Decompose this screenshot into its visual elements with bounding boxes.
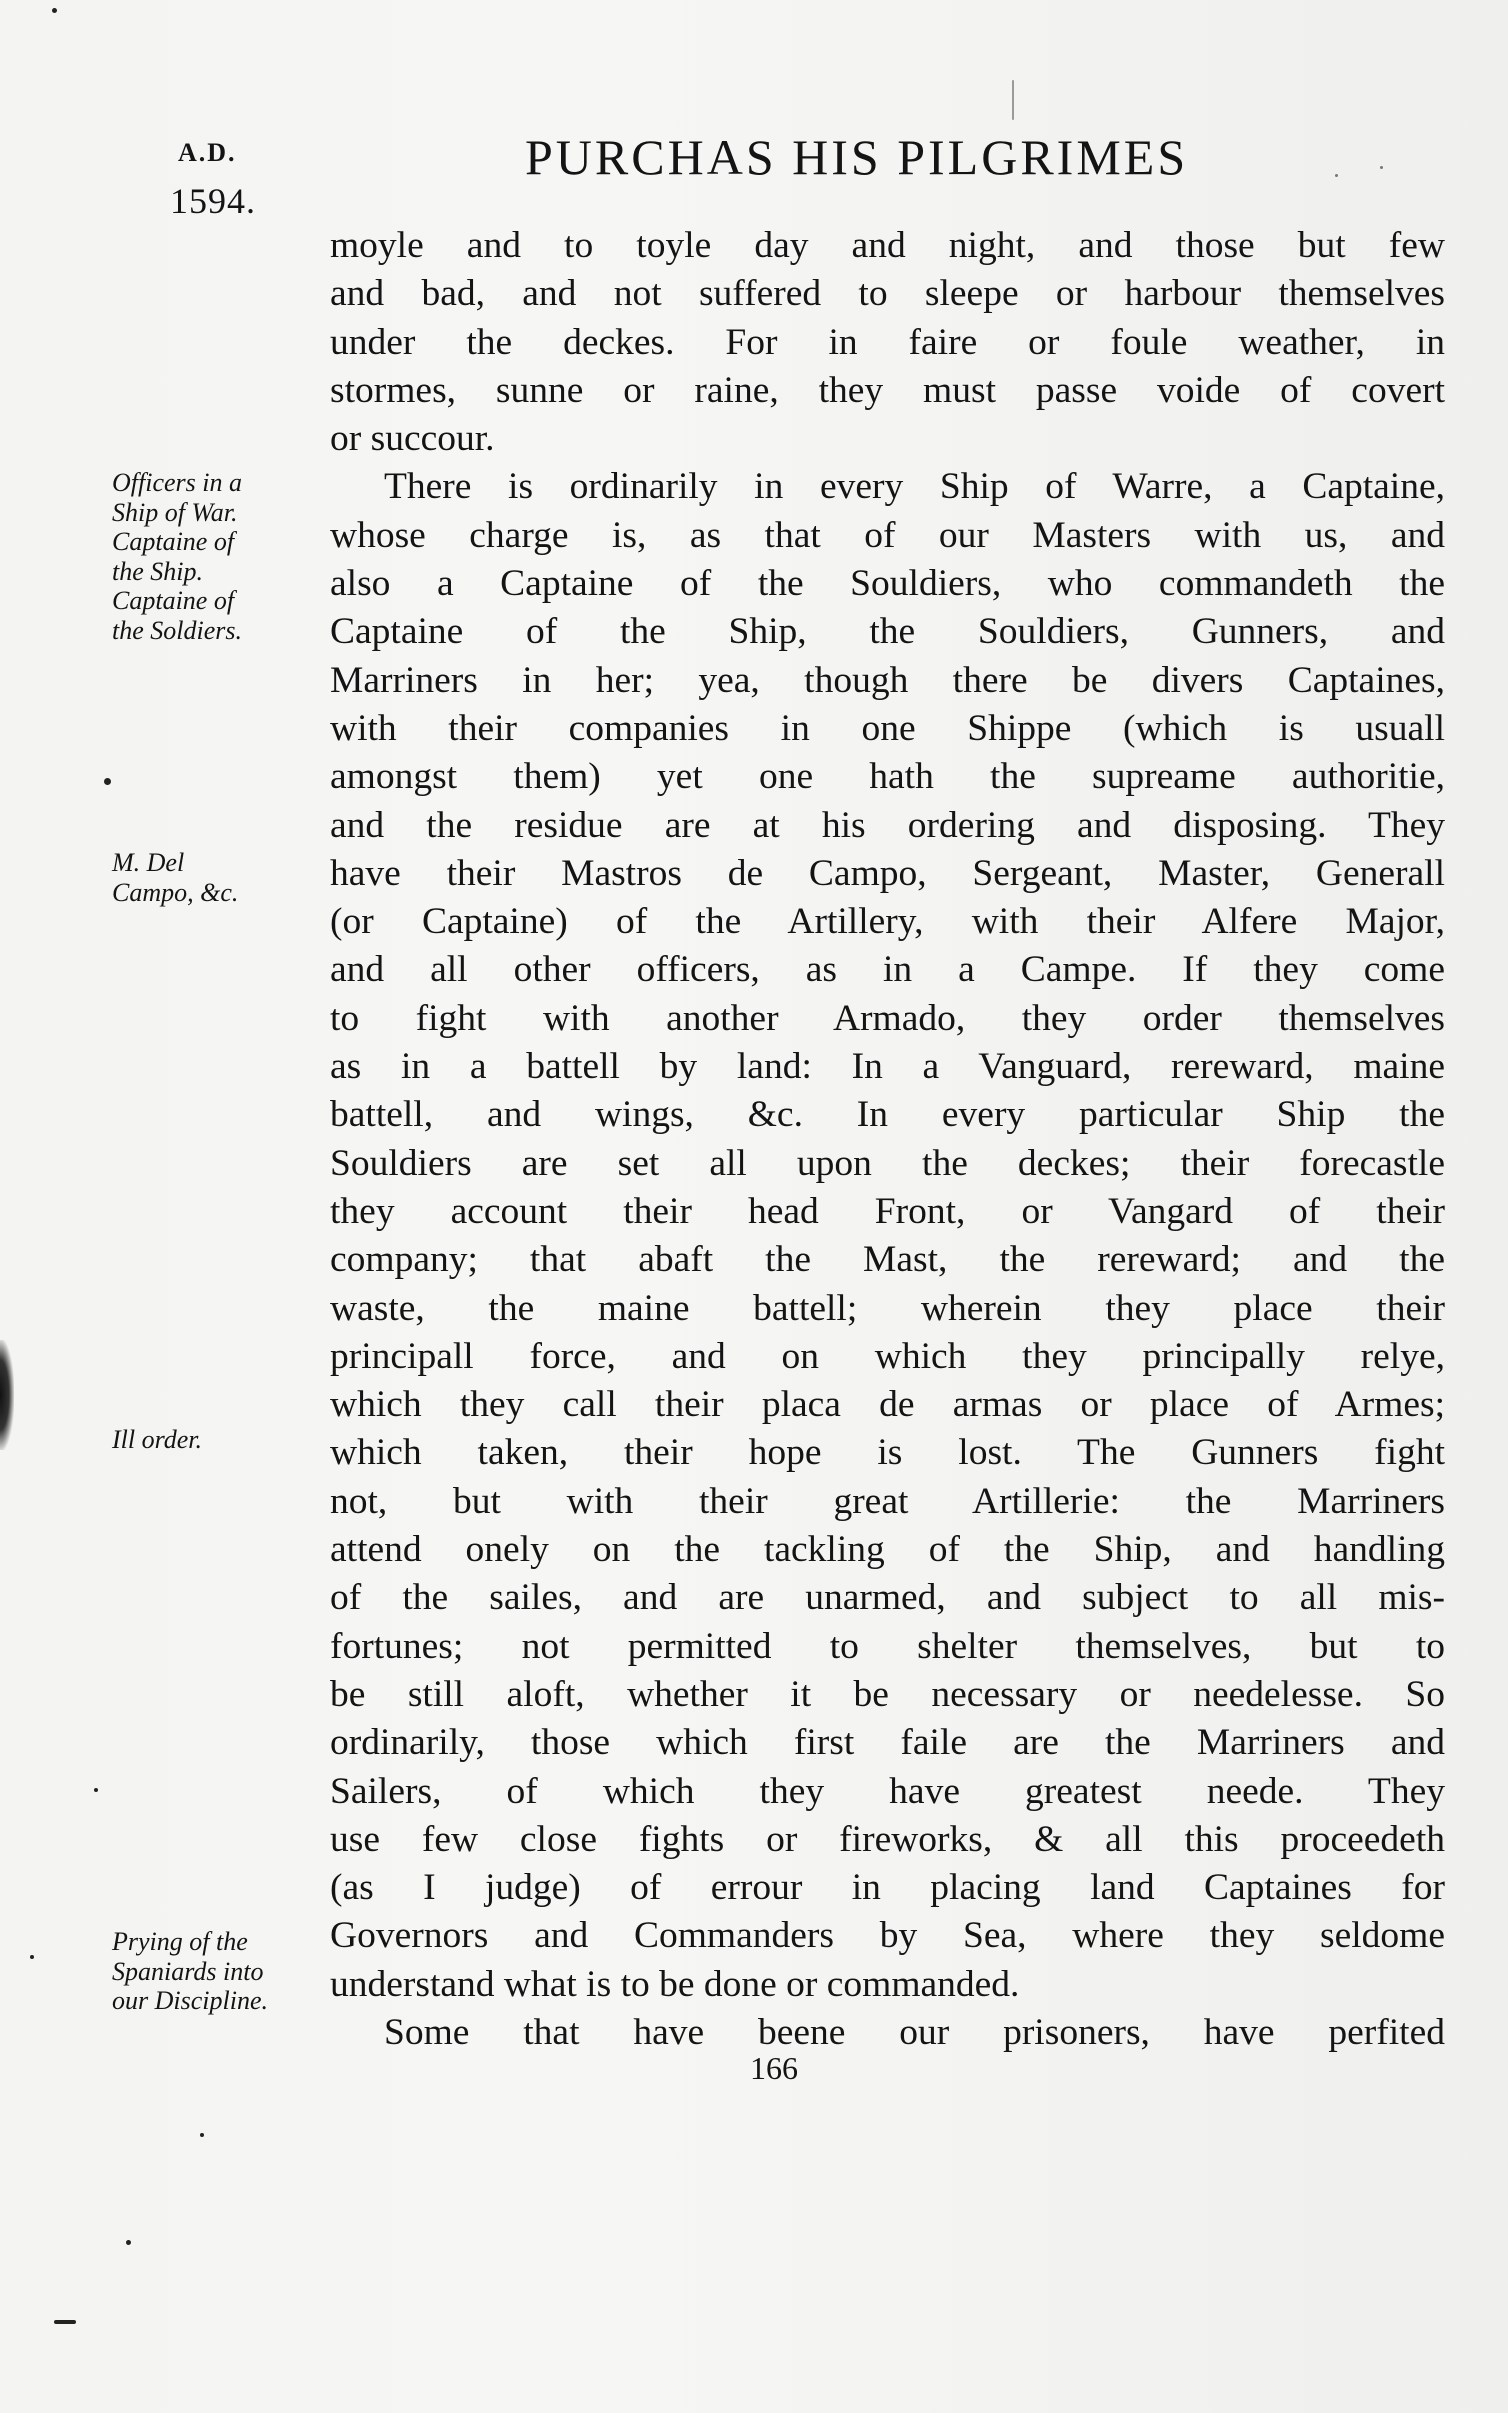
text-line: as in a battell by land: In a Vanguard, rereward, maine [330,1046,1445,1088]
year-label: A.D. [178,138,237,167]
scan-speck [52,8,57,13]
text-line: and all other officers, as in a Campe. If they come [330,949,1445,991]
running-title: PURCHAS HIS PILGRIMES [525,129,1189,185]
scan-speck [126,2240,131,2245]
margin-note-line: Prying of the [112,1927,248,1956]
text-line: Governors and Commanders by Sea, where they seldome [330,1915,1445,1957]
margin-note-line: Officers in a [112,468,242,497]
text-line: or succour. [330,418,495,460]
text-line: and bad, and not suffered to sleepe or harbour themselves [330,273,1445,315]
text-line: Souldiers are set all upon the deckes; their forecastle [330,1142,1445,1184]
margin-note-line: Ill order. [112,1425,203,1454]
text-line: whose charge is, as that of our Masters with us, and [330,514,1445,556]
margin-note-line: Captaine of [112,527,235,556]
text-line: be still aloft, whether it be necessary or needelesse. So [330,1673,1445,1715]
margin-note-prying [112,1927,317,2016]
text-line: moyle and to toyle day and night, and those but few [330,225,1445,266]
text-line: company; that abaft the Mast, the rereward; and the [330,1239,1445,1281]
margin-note-line: the Ship. [112,556,203,586]
scan-speck [104,778,111,785]
text-line: attend onely on the tackling of the Ship, and handling [330,1529,1445,1571]
scan-speck [94,1788,98,1792]
text-line: battell, and wings, &c. In every particular Ship the [330,1094,1445,1136]
text-line: use few close fights or fireworks, & all this proceedeth [330,1818,1445,1860]
scan-speck [30,1955,34,1959]
margin-note-line: the Soldiers. [112,615,242,645]
margin-note-del-campo [112,848,317,907]
text-line: which taken, their hope is lost. The Gunners fight [330,1432,1445,1474]
text-line: of the sailes, and are unarmed, and subject to all mis- [330,1577,1445,1619]
text-line: Marriners in her; yea, though there be divers Captaines, [330,659,1445,701]
text-line: amongst them) yet one hath the supreame authoritie, [330,756,1445,798]
text-line: to fight with another Armado, they order themselves [330,997,1445,1039]
scan-speck [1380,166,1383,169]
year: 1594. [170,181,256,221]
text-line: (or Captaine) of the Artillery, with their Alfere Major, [330,901,1445,943]
text-line: waste, the maine battell; wherein they place their [330,1287,1445,1329]
text-line: fortunes; not permitted to shelter themselves, but to [330,1625,1445,1667]
text-line: ordinarily, those which first faile are the Marriners and [330,1722,1445,1764]
margin-note-line: Ship of War. [112,497,238,527]
text-line: There is ordinarily in every Ship of Warre, a Captaine, [384,466,1445,508]
text-line: they account their head Front, or Vangard of their [330,1190,1445,1232]
text-line: not, but with their great Artillerie: the Marriners [330,1480,1445,1522]
margin-note-line: our Discipline. [112,1986,268,2015]
margin-note-line: Spaniards into [112,1956,264,1986]
text-line: which they call their placa de armas or place of Armes; [330,1384,1445,1426]
text-line: have their Mastros de Campo, Sergeant, Master, Generall [330,852,1445,894]
margin-note-officers [112,468,317,645]
scan-speck [1335,174,1338,177]
body-text [330,222,1445,2057]
text-line: Captaine of the Ship, the Souldiers, Gunners, and [330,611,1445,653]
text-line: under the deckes. For in faire or foule weather, in [330,321,1445,363]
text-line: stormes, sunne or raine, they must passe voide of covert [330,369,1445,411]
text-line: with their companies in one Shippe (which is usuall [330,707,1445,749]
scan-speck [200,2133,204,2137]
scan-speck [1012,80,1014,120]
scan-speck [54,2320,76,2324]
text-line: and the residue are at his ordering and disposing. They [330,804,1445,846]
page-number: 166 [750,2050,798,2086]
text-line: understand what is to be done or commanded. [330,1963,1020,2005]
text-line: (as I judge) of errour in placing land Captaines for [330,1867,1445,1909]
text-line: Sailers, of which they have greatest neede. They [330,1770,1445,1812]
scan-edge-shadow [0,1340,14,1450]
margin-note-ill-order [112,1425,317,1455]
margin-note-line: Campo, &c. [112,877,239,907]
text-line: Some that have beene our prisoners, have perfited [384,2011,1445,2053]
margin-note-line: Captaine of [112,586,235,615]
margin-note-line: M. Del [112,848,185,877]
text-line: principall force, and on which they principally relye, [330,1335,1445,1377]
text-line: also a Captaine of the Souldiers, who commandeth the [330,563,1445,605]
